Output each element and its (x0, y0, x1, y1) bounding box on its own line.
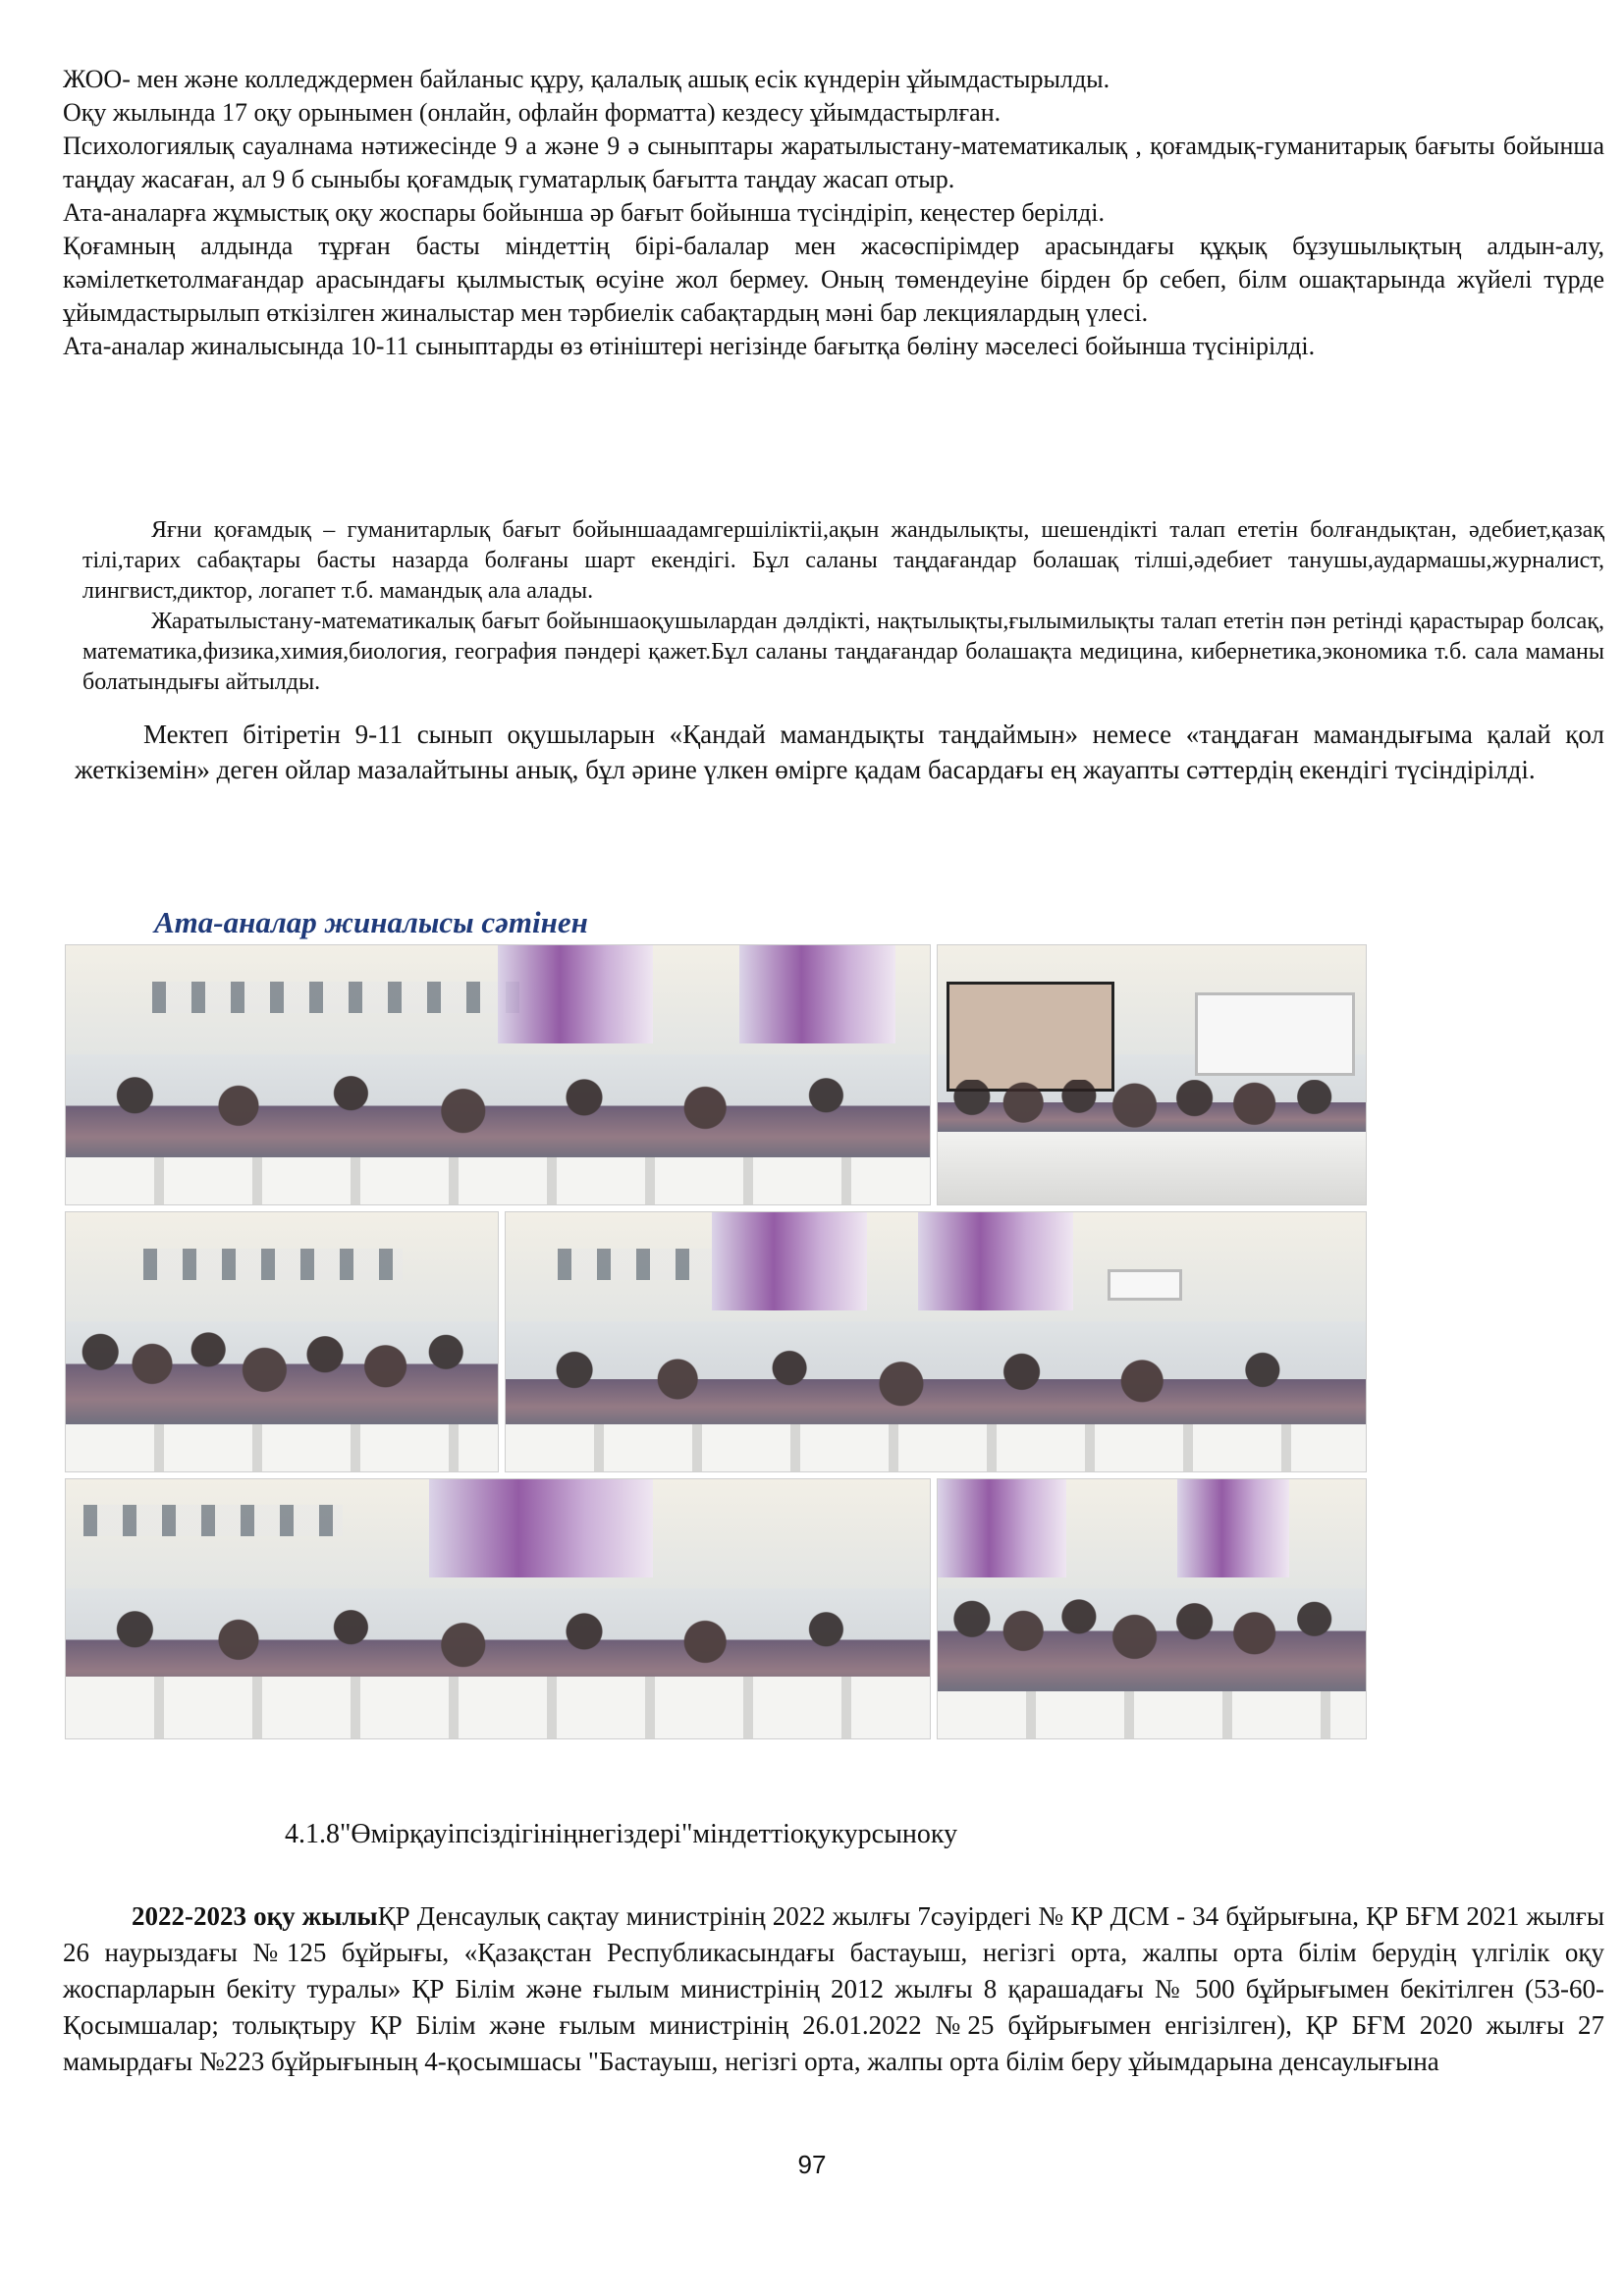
photo-meeting-6 (937, 1478, 1367, 1739)
paragraph: ЖОО- мен және колледждермен байланыс құру, қалалық ашық есік күндерін ұйымдастырылды. (63, 65, 1110, 93)
school-text-block (75, 717, 1604, 787)
paragraph: Психологиялық сауалнама нәтижесінде 9 а және 9 ә сыныптары жаратылыстану-математикалық , қоғамдық-гуманитарық бағыты бойынша таңдау жасаған, ал 9 б сыныбы қоғамдық гуматарлық бағытта таңдау жасап отыр. (63, 132, 1604, 193)
paragraph: Яғни қоғамдық – гуманитарлық бағыт бойыншаадамгершіліктіі,ақын жандылықты, шешендікті талап ететін болғандықтан, әдебиет,қазақ тілі,тарих сабақтары басты назарда болғаны шарт екендігі. Бұл саланы таңдағандар болашақ тілші,әдебиет танушы,аудармашы,журналист, лингвист,диктор, логапет т.б. мамандық ала алады. (82, 517, 1604, 604)
section-heading: 4.1.8"Өмірқауіпсіздігініңнегіздері"міндеттіоқукурсыноку (285, 1819, 958, 1849)
photo-caption: Ата-аналар жиналысы сәтінен (154, 905, 588, 939)
small-text-block (82, 515, 1604, 698)
page-number: 97 (797, 2150, 827, 2179)
paragraph: Жаратылыстану-математикалық бағыт бойыншаоқушылардан дәлдікті, нақтылықты,ғылымилықты талап ететін пән ретінді қарастырар болсақ, математика,физика,химия,биология, география пәндері қажет.Бұл саланы таңдағандар болашақта медицина, кибернетика,экономика т.б. сала маманы болатындығы айтылды. (82, 609, 1604, 695)
paragraph (63, 1898, 1604, 2080)
top-text-block (63, 63, 1604, 363)
paragraph: Оқу жылында 17 оқу орынымен (онлайн, офлайн форматта) кездесу ұйымдастырлған. (63, 98, 1001, 127)
photo-meeting-2 (937, 944, 1367, 1205)
final-text-block (63, 1898, 1604, 2080)
paragraph: Ата-аналар жиналысында 10-11 сыныптарды өз өтініштері негізінде бағытқа бөліну мәселесі бойынша түсінірілді. (63, 332, 1316, 360)
photo-meeting-3 (65, 1211, 499, 1472)
photo-meeting-5 (65, 1478, 931, 1739)
paragraph: Ата-аналарға жұмыстық оқу жоспары бойынша әр бағыт бойынша түсіндіріп, кеңестер берілді. (63, 198, 1105, 227)
paragraph: Қоғамның алдында тұрған басты міндеттің бірі-балалар мен жасөспірімдер арасындағы құқық бұзушылықтың алдын-алу, кәмілеткетолмағандар арасындағы қылмыстық өсуіне жол бермеу. Оның төмендеуіне бірден бр себеп, білм ошақтарында жүйелі түрде ұйымдастырылып өткізілген жиналыстар мен тәрбиелік сабақтардың мәні бар лекциялардың үлесі. (63, 232, 1604, 327)
paragraph-body: ҚР Денсаулық сақтау министрінің 2022 жылғы 7сәуірдегі № ҚР ДСМ - 34 бұйрығына, ҚР БҒМ 2021 жылғы 26 наурыздағы №125 бұйрығы, «Қазақстан Республикасындағы бастауыш, негізгі орта, жалпы орта білім берудің үлгілік оқу жоспарларын бекіту туралы» ҚР Білім және ғылым министрінің 2012 жылғы 8 қарашадағы № 500 бұйрығымен бекітілген (53-60-Қосымшалар; толықтыру ҚР Білім және ғылым министрінің 26.01.2022 №25 бұйрығымен енгізілген), ҚР БҒМ 2020 жылғы 27 мамырдағы №223 бұйрығының 4-қосымшасы "Бастауыш, негізгі орта, жалпы орта білім беру ұйымдарына денсаулығына (63, 1901, 1604, 2076)
photo-meeting-1 (65, 944, 931, 1205)
paragraph: Мектеп бітіретін 9-11 сынып оқушыларын «Қандай мамандықты таңдаймын» немесе «таңдаған мамандығыма қалай қол жеткіземін» деген ойлар мазалайтыны анық, бұл әрине үлкен өмірге қадам басардағы ең жауапты сәттердің екендігі түсіндірілді. (75, 720, 1604, 784)
paragraph-lead: 2022-2023 оқу жылы (132, 1901, 378, 1931)
photo-meeting-4 (505, 1211, 1367, 1472)
